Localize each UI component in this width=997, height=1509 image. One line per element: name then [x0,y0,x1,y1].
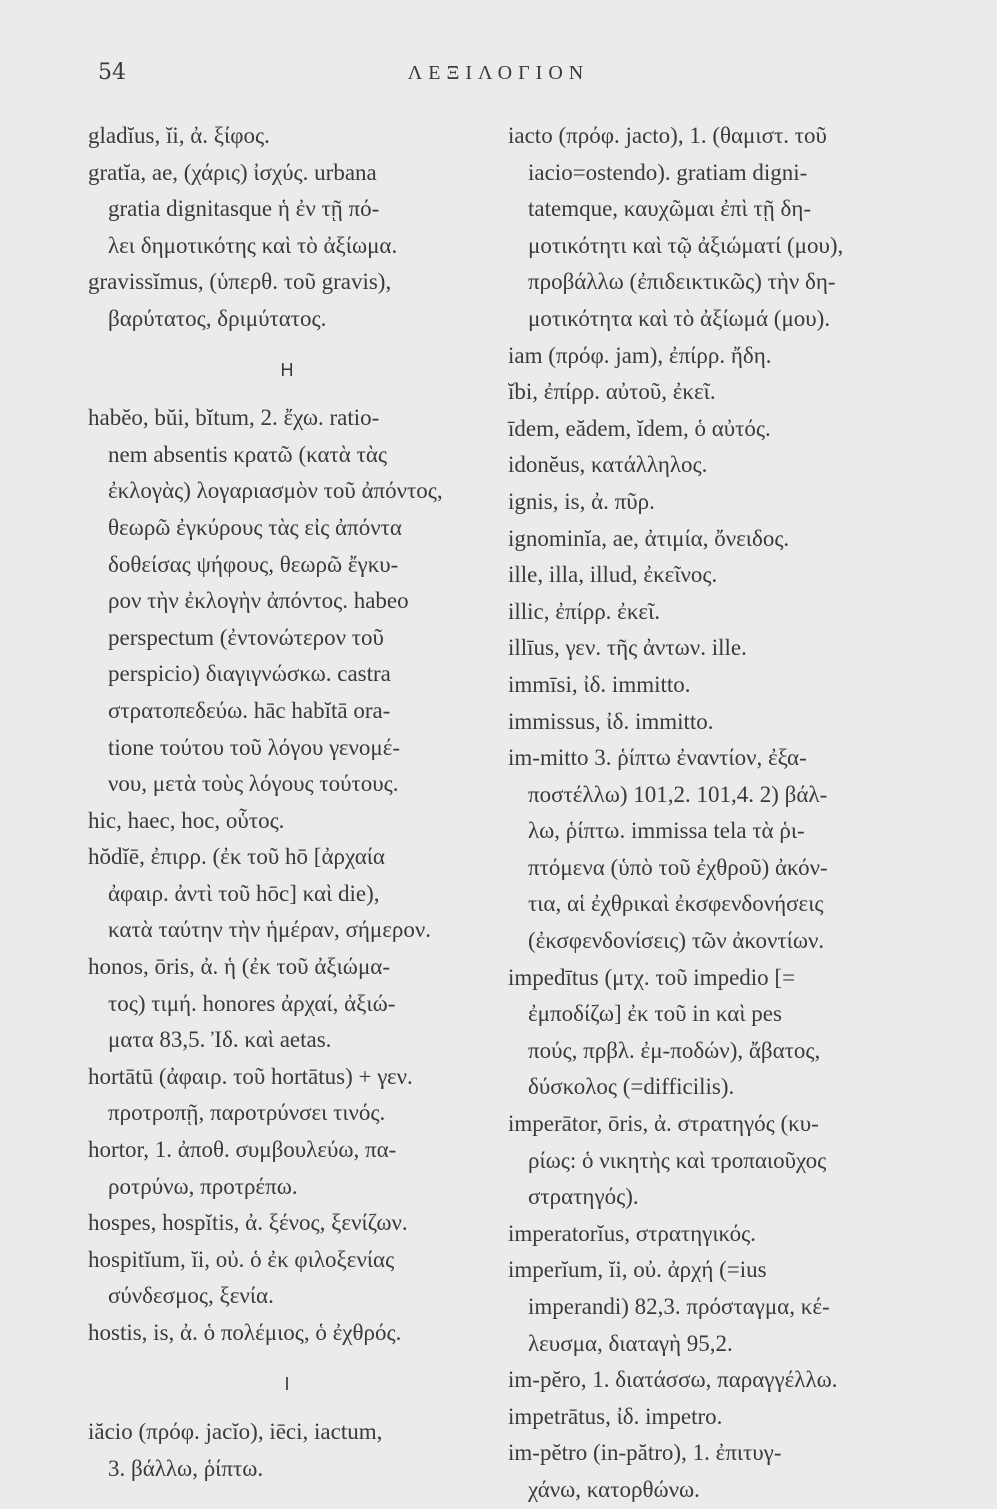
entry-continuation-line: ρον τὴν ἐκλογὴν ἀπόντος. habeo [108,588,409,614]
dictionary-entry-line: imperātor, ōris, ἀ. στρατηγός (κυ- [508,1111,819,1137]
entry-continuation-line: ρίως: ὁ νικητὴς καὶ τροπαιοῦχος [528,1147,827,1173]
entry-continuation-line: tatemque, καυχῶμαι ἐπὶ τῇ δη- [528,196,812,222]
page-number: 54 [98,60,126,85]
entry-continuation-line: ἀφαιρ. ἀντὶ τοῦ hōc] καὶ die), [108,880,380,906]
entry-continuation-line: nem absentis κρατῶ (κατὰ τὰς [108,441,387,467]
dictionary-entry-line: hic, haec, hoc, οὗτος. [88,807,285,833]
entry-continuation-line: στρατοπεδεύω. hāc habĭtā ora- [108,697,391,723]
right-column [508,118,928,1509]
dictionary-entry-line: ignis, is, ἀ. πῦρ. [508,488,655,514]
entry-continuation-line: θεωρῶ ἐγκύρους τὰς εἰς ἀπόντα [108,514,402,540]
entry-continuation-line: πούς, πρβλ. ἐμ-ποδών), ἄβατος, [528,1037,821,1063]
entry-continuation-line: ἐκλογὰς) λογαριασμὸν τοῦ ἀπόντος, [108,478,443,504]
entry-continuation-line: perspectum (ἐντονώτερον τοῦ [108,624,384,650]
dictionary-entry-line: ĭbi, ἐπίρρ. αὐτοῦ, ἐκεῖ. [508,379,716,405]
dictionary-entry-line: gratĭa, ae, (χάρις) ἰσχύς. urbana [88,159,377,185]
entry-continuation-line: σύνδεσμος, ξενία. [108,1283,274,1309]
left-column [88,118,486,1487]
dictionary-entry-line: gravissĭmus, (ὑπερθ. τοῦ gravis), [88,269,392,295]
dictionary-entry-line: hospitĭum, ĭi, οὐ. ὁ ἐκ φιλοξενίας [88,1246,395,1272]
dictionary-entry-line: hortor, 1. ἀποθ. συμβουλεύω, πα- [88,1137,397,1163]
entry-continuation-line: χάνω, κατορθώνω. [528,1476,700,1502]
entry-continuation-line: ἐμποδίζω] ἐκ τοῦ in καὶ pes [528,1001,782,1027]
entry-continuation-line: βαρύτατος, δριμύτατος. [108,305,327,331]
entry-continuation-line: στρατηγός). [528,1184,639,1210]
dictionary-entry-line: īdem, eădem, ĭdem, ὁ αὐτός. [508,415,771,441]
entry-continuation-line: iacio=ostendo). gratiam digni- [528,159,808,185]
dictionary-entry-line: idonĕus, κατάλληλος. [508,452,708,478]
dictionary-entry-line: habĕo, bŭi, bĭtum, 2. ἔχω. ratio- [88,405,380,431]
entry-continuation-line: 3. βάλλω, ῥίπτω. [108,1455,264,1481]
entry-continuation-line: ροτρύνω, προτρέπω. [108,1173,298,1199]
entry-continuation-line: λω, ῥίπτω. immissa tela τὰ ῥι- [528,818,805,844]
section-letter-heading: I [284,1373,290,1394]
running-head: ΛΕΞΙΛΟΓΙΟΝ [407,62,590,84]
dictionary-entry-line: ignominĭa, ae, ἀτιμία, ὄνειδος. [508,525,790,551]
dictionary-entry-line: hŏdĭē, ἐπιρρ. (ἐκ τοῦ hō [ἀρχαία [88,844,385,870]
entry-continuation-line: προβάλλω (ἐπιδεικτικῶς) τὴν δη- [528,269,836,295]
entry-continuation-line: κατὰ ταύτην τὴν ἡμέραν, σήμερον. [108,917,431,943]
entry-continuation-line: perspicio) διαγιγνώσκω. castra [108,661,391,687]
dictionary-entry-line: impedītus (μτχ. τοῦ impedio [= [508,964,796,990]
dictionary-entry-line: hospes, hospĭtis, ἀ. ξένος, ξενίζων. [88,1210,408,1236]
dictionary-entry-line: iacto (πρόφ. jacto), 1. (θαμιστ. τοῦ [508,123,827,148]
entry-continuation-line: τος) τιμή. honores ἀρχαί, ἀξιώ- [108,990,396,1016]
entry-continuation-line: imperandi) 82,3. πρόσταγμα, κέ- [528,1294,830,1319]
entry-continuation-line: μοτικότητα καὶ τὸ ἀξίωμά (μου). [528,305,831,331]
dictionary-entry-line: iam (πρόφ. jam), ἐπίρρ. ἤδη. [508,342,772,368]
dictionary-entry-line: immissus, ἰδ. immitto. [508,708,714,734]
dictionary-entry-line: illīus, γεν. τῆς ἀντων. ille. [508,635,747,661]
entry-continuation-line: tione τούτου τοῦ λόγου γενομέ- [108,734,401,760]
entry-continuation-line: gratia dignitasque ἡ ἐν τῇ πό- [108,196,380,222]
dictionary-entry-line: iăcio (πρόφ. jacĭo), iēci, iactum, [88,1419,383,1445]
dictionary-entry-line: hortātū (ἀφαιρ. τοῦ hortātus) + γεν. [88,1063,413,1089]
dictionary-entry-line: impetrātus, ἰδ. impetro. [508,1403,723,1429]
dictionary-entry-line: honos, ōris, ἀ. ἡ (ἐκ τοῦ ἀξιώμα- [88,954,390,980]
dictionary-entry-line: imperatorĭus, στρατηγικός. [508,1220,756,1246]
dictionary-entry-line: ille, illa, illud, ἐκεῖνος. [508,562,718,588]
dictionary-entry-line: im-pĕro, 1. διατάσσω, παραγγέλλω. [508,1367,838,1393]
dictionary-entry-line: gladĭus, ĭi, ἀ. ξίφος. [88,123,270,148]
entry-continuation-line: ποστέλλω) 101,2. 101,4. 2) βάλ- [528,781,828,807]
entry-continuation-line: μοτικότητι καὶ τῷ ἀξιώματί (μου), [528,232,844,258]
dictionary-entry-line: im-pĕtro (in-pătro), 1. ἐπιτυγ- [508,1440,782,1466]
entry-continuation-line: ματα 83,5. Ἰδ. καὶ aetas. [108,1027,332,1053]
entry-continuation-line: δοθείσας ψήφους, θεωρῶ ἔγκυ- [108,551,399,577]
entry-continuation-line: τια, αἱ ἐχθρικαὶ ἐκσφενδονήσεις [528,891,824,917]
dictionary-entry-line: immīsi, ἰδ. immitto. [508,671,691,697]
entry-continuation-line: δύσκολος (=difficilis). [528,1074,735,1100]
entry-continuation-line: λει δημοτικότης καὶ τὸ ἀξίωμα. [108,232,398,258]
dictionary-entry-line: illic, ἐπίρρ. ἐκεῖ. [508,598,661,624]
entry-continuation-line: πτόμενα (ὑπὸ τοῦ ἐχθροῦ) ἀκόν- [528,854,828,880]
entry-continuation-line: νου, μετὰ τοὺς λόγους τούτους. [108,771,399,797]
entry-continuation-line: προτροπῇ, παροτρύνσει τινός. [108,1100,386,1126]
entry-continuation-line: λευσμα, διαταγὴ 95,2. [528,1330,733,1356]
section-letter-heading: H [280,359,294,380]
dictionary-entry-line: hostis, is, ἀ. ὁ πολέμιος, ὁ ἐχθρός. [88,1320,402,1345]
dictionary-entry-line: im-mitto 3. ῥίπτω ἐναντίον, ἐξα- [508,745,807,771]
entry-continuation-line: (ἐκσφενδονίσεις) τῶν ἀκοντίων. [528,928,825,954]
dictionary-entry-line: imperĭum, ĭi, οὐ. ἀρχή (=ius [508,1257,767,1283]
